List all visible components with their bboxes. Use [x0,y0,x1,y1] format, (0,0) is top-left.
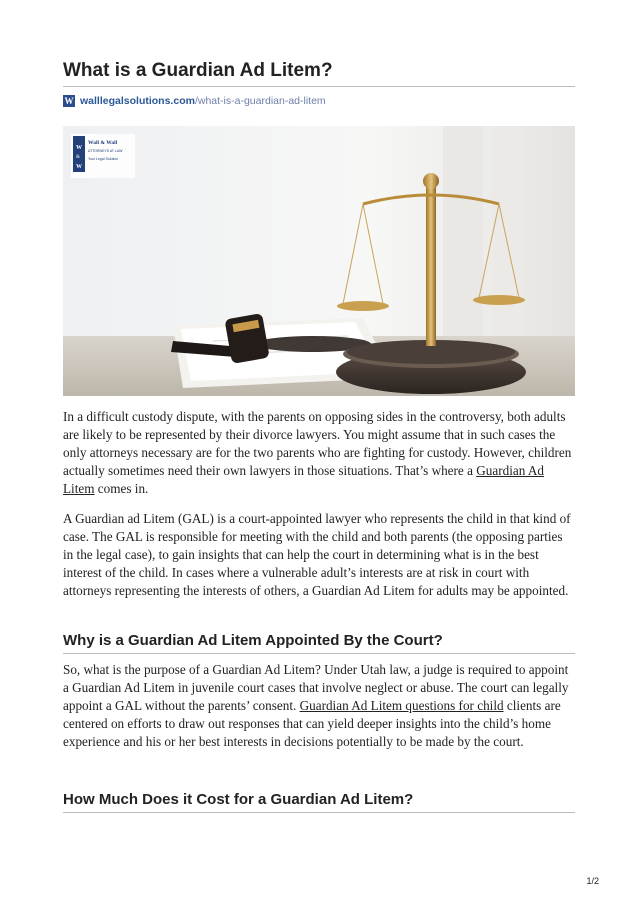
page-title: What is a Guardian Ad Litem? [63,60,333,81]
hero-logo-line-3: Your Legal Solution [88,157,119,161]
section-heading-why: Why is a Guardian Ad Litem Appointed By the Court? [63,632,443,649]
hero-image [63,126,575,396]
svg-text:&: & [76,155,80,160]
hero-logo-line-2: ATTORNEYS AT LAW [88,149,123,153]
source-domain: walllegalsolutions.com [80,95,195,107]
site-logo-icon: W [64,96,74,106]
source-path: /what-is-a-guardian-ad-litem [194,95,326,107]
paragraph-gal-definition: A Guardian ad Litem (GAL) is a court-appointed lawyer who represents the child in that kind of case. The GAL is responsible for meeting with the child and both parents (the opposing parties in the legal case), to gain insights that can help the court in determining what is in the best interest of the child. In cases where a vulnerable adult’s interests are at risk in court with attorneys representing the interests of others, a Guardian Ad Litem for adults may be appointed. [63,511,571,599]
page-number: 1/2 [586,876,599,886]
source-line [63,94,326,108]
section-heading-cost: How Much Does it Cost for a Guardian Ad Litem? [63,791,414,808]
svg-text:W: W [76,145,82,151]
paragraph-purpose: So, what is the purpose of a Guardian Ad Litem? Under Utah law, a judge is required to appoint a Guardian Ad Litem in juvenile court cases that involve neglect or abuse. The court can legally appoint a GAL without the parents’ consent. Guardian Ad Litem questions for child clients are centered on efforts to draw out responses that can yield deeper insights into the child’s home experience and his or her best interests in decisions potentially to be made by the court. [63,662,569,750]
guardian-ad-litem-link[interactable]: Guardian Ad Litem [63,463,544,497]
section-divider-cost [63,812,575,813]
paragraph-intro: In a difficult custody dispute, with the parents on opposing sides in the controversy, both adults are likely to be represented by their divorce lawyers. You might assume that in such cases the only attorneys necessary are for the two parents who are fighting for custody. However, children actually sometimes need their own lawyers in those situations. That’s where a Guardian Ad Litem comes in. [63,409,572,497]
hero-logo-line-1: Wall & Wall [88,140,118,146]
section-divider-why [63,653,575,654]
title-divider [63,86,575,87]
gal-questions-link[interactable]: Guardian Ad Litem questions for child [299,698,504,714]
svg-text:W: W [76,164,82,170]
source-link[interactable] [80,95,326,107]
